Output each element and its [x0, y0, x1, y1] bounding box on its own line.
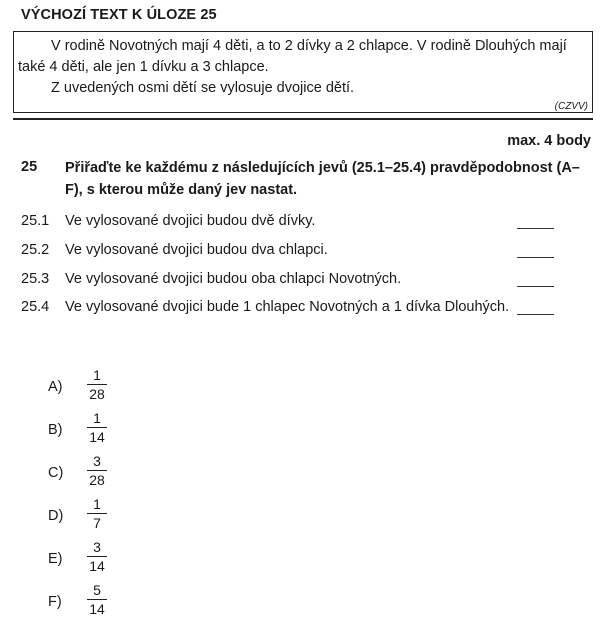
task-item	[21, 271, 591, 293]
fraction-bar	[87, 513, 107, 514]
source-attribution: (CZVV)	[554, 101, 588, 112]
option-fraction	[87, 582, 107, 617]
option-fraction	[87, 539, 107, 574]
task-text: Přiřaďte ke každému z následujících jevů (25.1–25.4) pravděpodobnost (A–F), s kterou může daný jev nastat.	[65, 160, 580, 198]
denominator: 14	[89, 601, 105, 617]
item-text: Ve vylosované dvojici budou dva chlapci.	[65, 242, 328, 258]
fraction-bar	[87, 427, 107, 428]
option-fraction	[87, 453, 107, 488]
denominator: 28	[89, 472, 105, 488]
option-label: F)	[48, 594, 62, 610]
fraction-bar	[87, 556, 107, 557]
numerator: 5	[93, 582, 101, 598]
answer-blank[interactable]	[517, 257, 554, 258]
task-item	[21, 213, 591, 235]
denominator: 28	[89, 386, 105, 402]
fraction-bar	[87, 384, 107, 385]
item-number: 25.2	[21, 242, 50, 258]
answer-blank[interactable]	[517, 228, 554, 229]
denominator: 7	[93, 515, 101, 531]
numerator: 1	[93, 367, 101, 383]
item-text: Ve vylosované dvojici budou oba chlapci Novotných.	[65, 271, 402, 287]
denominator: 14	[89, 429, 105, 445]
task-number: 25	[21, 159, 38, 175]
option-label: D)	[48, 508, 64, 524]
item-text: Ve vylosované dvojici bude 1 chlapec Novotných a 1 dívka Dlouhých.	[65, 299, 510, 315]
numerator: 3	[93, 539, 101, 555]
section-heading: VÝCHOZÍ TEXT K ÚLOZE 25	[21, 7, 217, 23]
numerator: 1	[93, 410, 101, 426]
max-points: max. 4 body	[507, 133, 591, 149]
source-paragraph-1: V rodině Novotných mají 4 děti, a to 2 dívky a 2 chlapce. V rodině Dlouhých mají také 4 děti, ale jen 1 dívku a 3 chlapce.	[18, 38, 567, 75]
numerator: 1	[93, 496, 101, 512]
option-label: A)	[48, 379, 63, 395]
option-label: C)	[48, 465, 64, 481]
source-text-box	[13, 31, 593, 113]
item-text: Ve vylosované dvojici budou dvě dívky.	[65, 213, 316, 229]
option-label: E)	[48, 551, 63, 567]
denominator: 14	[89, 558, 105, 574]
task-item	[21, 299, 591, 321]
item-number: 25.3	[21, 271, 50, 287]
fraction-bar	[87, 470, 107, 471]
option-fraction	[87, 367, 107, 402]
option-fraction	[87, 496, 107, 531]
item-number: 25.4	[21, 299, 50, 315]
option-fraction	[87, 410, 107, 445]
task-item	[21, 242, 591, 264]
divider	[13, 118, 593, 120]
answer-blank[interactable]	[517, 314, 554, 315]
answer-blank[interactable]	[517, 286, 554, 287]
option-label: B)	[48, 422, 63, 438]
item-number: 25.1	[21, 213, 50, 229]
fraction-bar	[87, 599, 107, 600]
numerator: 3	[93, 453, 101, 469]
source-paragraph-2: Z uvedených osmi dětí se vylosuje dvojice dětí.	[51, 80, 355, 96]
